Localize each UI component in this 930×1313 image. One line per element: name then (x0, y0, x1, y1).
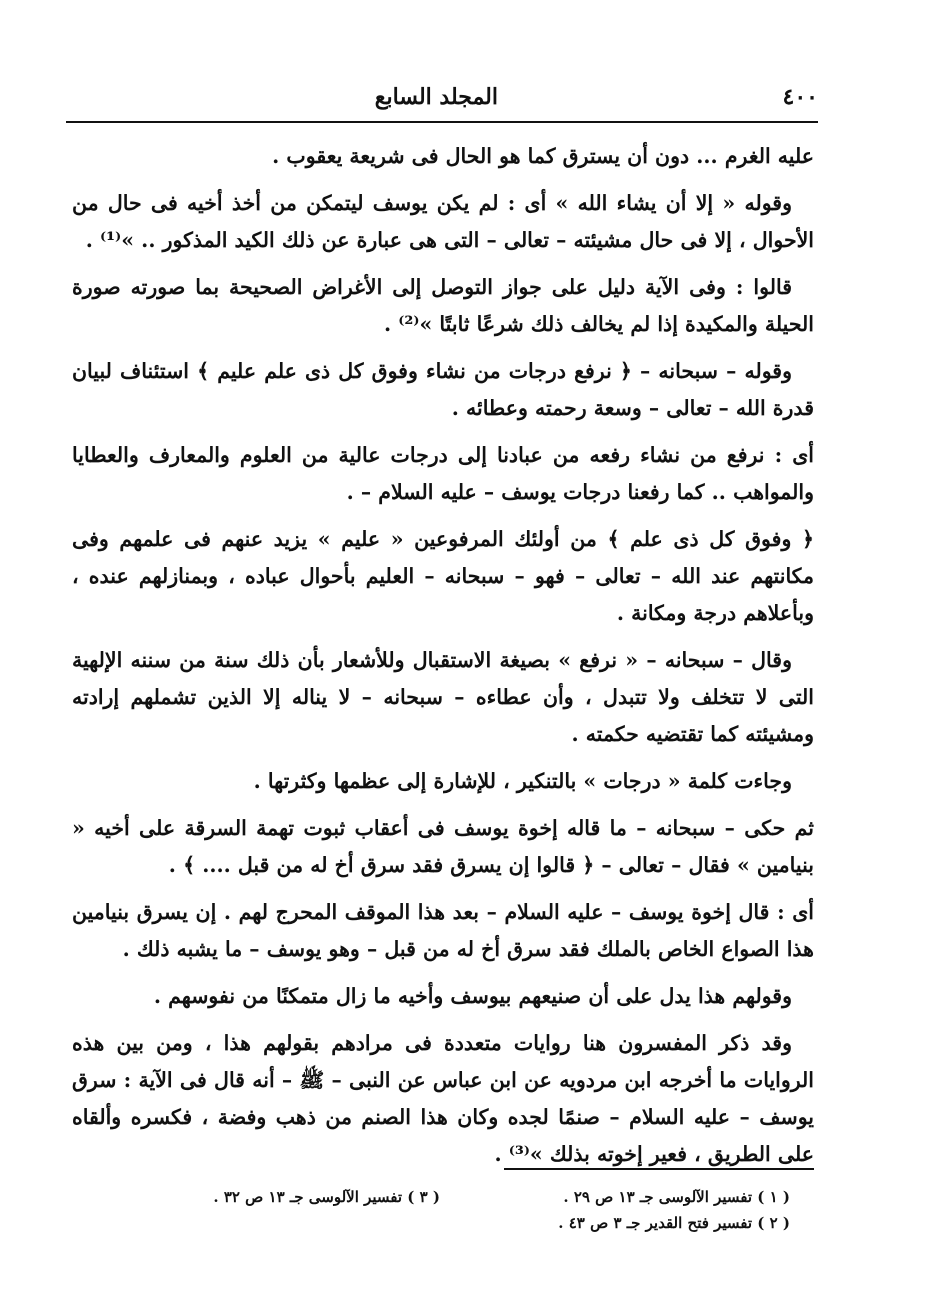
paragraph-6: ﴿ وفوق كل ذى علم ﴾ من أولئك المرفوعين « عليم » يزيد عنهم فى علمهم وفى مكانتهم عند الله – تعالى – فهو – سبحانه – العليم بأحوال عباده ، وبمنازلهم عنده ، وبأعلاهم درجة ومكانة . (72, 527, 814, 625)
paragraph-7: وقال – سبحانه – « نرفع » بصيغة الاستقبال وللأشعار بأن ذلك سنة من سننه الإلهية التى لا تتخلف ولا تتبدل ، وأن عطاءه – سبحانه – لا يناله إلا الذين تشملهم إرادته ومشيئته كما تقتضيه حكمته . (72, 648, 814, 746)
paragraph-8: وجاءت كلمة « درجات » بالتنكير ، للإشارة إلى عظمها وكثرتها . (253, 769, 792, 793)
paragraph-12: وقد ذكر المفسرون هنا روايات متعددة فى مرادهم بقولهم هذا ، ومن بين هذه الروايات ما أخرجه ابن مردويه عن ابن عباس عن النبى – ﷺ – أنه قال فى الآية : سرق يوسف – عليه السلام – صنمًا لجده وكان هذا الصنم من ذهب وفضة ، فكسره وألقاه على الطريق ، فعير إخوته بذلك »⁽³⁾ . (72, 1031, 814, 1166)
paragraph-3: قالوا : وفى الآية دليل على جواز التوصل إلى الأغراض الصحيحة بما صورته صورة الحيلة والمكيدة إذا لم يخالف ذلك شرعًا ثابتًا »⁽²⁾ . (72, 275, 814, 336)
footnotes-right-column (460, 1184, 790, 1236)
footnote-1: ( ١ ) تفسير الآلوسى جـ ١٣ ص ٢٩ . (563, 1188, 790, 1206)
paragraph-10: أى : قال إخوة يوسف – عليه السلام – بعد هذا الموقف المحرج لهم . إن يسرق بنيامين هذا الصواع الخاص بالملك فقد سرق أخ له من قبل – وهو يوسف – ما يشبه ذلك . (72, 900, 814, 961)
paragraph-4: وقوله – سبحانه – ﴿ نرفع درجات من نشاء وفوق كل ذى علم عليم ﴾ استئناف لبيان قدرة الله – تعالى – وسعة رحمته وعطائه . (72, 359, 814, 420)
header-rule (66, 121, 818, 123)
paragraph-1: عليه الغرم ... دون أن يسترق كما هو الحال فى شريعة يعقوب . (272, 144, 814, 168)
running-title: المجلد السابع (374, 84, 498, 110)
footnote-3: ( ٣ ) تفسير الآلوسى جـ ١٣ ص ٣٢ . (213, 1188, 440, 1206)
paragraph-9: ثم حكى – سبحانه – ما قاله إخوة يوسف فى أعقاب ثبوت تهمة السرقة على أخيه « بنيامين » فقال – تعالى – ﴿ قالوا إن يسرق فقد سرق أخ له من قبل .... ﴾ . (72, 816, 814, 877)
footnotes-left-column (140, 1184, 440, 1210)
paragraph-2: وقوله « إلا أن يشاء الله » أى : لم يكن يوسف ليتمكن من أخذ أخيه فى حال من الأحوال ، إلا فى حال مشيئته – تعالى – التى هى عبارة عن ذلك الكيد المذكور .. »⁽¹⁾ . (72, 191, 814, 252)
paragraph-11: وقولهم هذا يدل على أن صنيعهم بيوسف وأخيه ما زال متمكنًا من نفوسهم . (153, 984, 792, 1008)
main-text (72, 138, 814, 1183)
paragraph-5: أى : نرفع من نشاء رفعه من عبادنا إلى درجات عالية من العلوم والمعارف والعطايا والمواهب .. كما رفعنا درجات يوسف – عليه السلام – . (72, 443, 814, 504)
footnote-rule (504, 1168, 814, 1170)
footnote-2: ( ٢ ) تفسير فتح القدير جـ ٣ ص ٤٣ . (558, 1214, 790, 1232)
page-header (66, 80, 818, 120)
page-number: ٤٠٠ (782, 84, 818, 110)
